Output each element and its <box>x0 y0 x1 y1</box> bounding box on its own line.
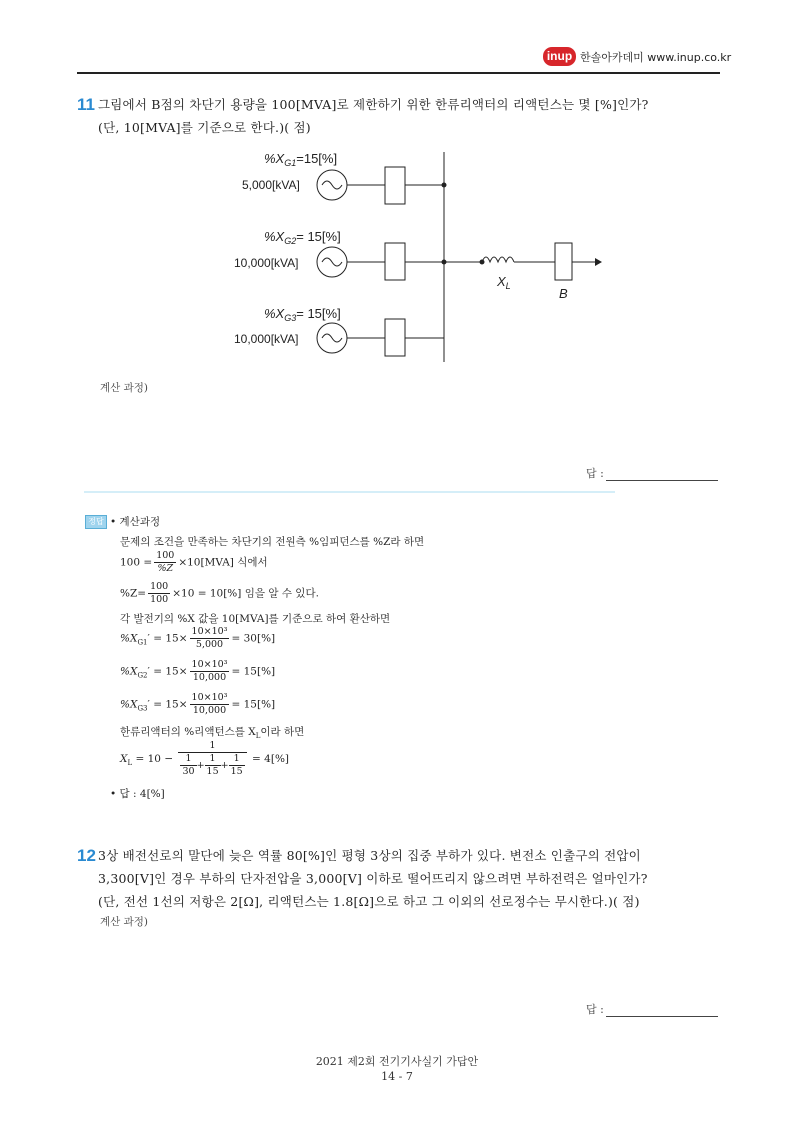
reactor-icon <box>482 257 514 262</box>
reactor-label: $X_L$ <box>497 274 511 291</box>
solution-line4: 각 발전기의 %X 값을 10[MVA]를 기준으로 하여 환산하면 <box>120 613 391 625</box>
q11-calc-label: 계산 과정) <box>100 382 149 394</box>
question-12-line1: 3상 배전선로의 말단에 늦은 역률 80[%]인 평형 3상의 집중 부하가 있다. 변전소 인출구의 전압이 <box>98 848 641 863</box>
separator <box>84 491 615 493</box>
gen1-x-label: $\%X_{G1}=15[\%]$ <box>264 151 338 168</box>
formula-100: 100 = $\frac{100}{\%Z}$ ×10[MVA] 식에서 <box>120 550 268 574</box>
gen2-kva-label: 10,000[kVA] <box>234 256 299 270</box>
point-b-label: B <box>559 286 568 301</box>
question-11-number: 11 <box>77 95 95 114</box>
arrow-icon <box>595 258 602 266</box>
inup-logo: inup <box>543 47 576 66</box>
question-11-line1: 그림에서 B점의 차단기 용량을 100[MVA]로 제한하기 위한 한류리액터의 리액턴스는 몇 [%]인가? <box>98 97 649 112</box>
q11-answer-field[interactable]: 답 : <box>586 465 718 481</box>
solution-line5: 한류리액터의 %리액턴스를 $X_L$이라 하면 <box>120 726 305 741</box>
page-number: 14 - 7 <box>381 1070 413 1083</box>
gen3-kva-label: 10,000[kVA] <box>234 332 299 346</box>
circuit-diagram <box>220 140 620 370</box>
question-11-line2: (단, 10[MVA]를 기준으로 한다.)( 점) <box>98 120 311 135</box>
breaker-3-icon <box>385 319 405 356</box>
generator-1-icon <box>317 170 347 200</box>
footer-title: 2021 제2회 전기기사실기 가답안 <box>315 1055 479 1068</box>
gen1-kva-label: 5,000[kVA] <box>242 178 300 192</box>
formula-g3: $\%X_{G3}' = 15\times$ $\frac{\text{10×10³}}{10,000}$ = 15[%] <box>120 692 276 716</box>
formula-z: %Z= $\frac{100}{100}$ ×10 = 10[%] 임을 알 수 있다. <box>120 581 319 605</box>
question-12-line3: (단, 전선 1선의 저항은 2[Ω], 리액턴스는 1.8[Ω]으로 하고 그 이외의 선로정수는 무시한다.)( 점) <box>98 894 640 909</box>
formula-xl: $X_L = 10$ − 1 $\frac{1}{30}$ + $\frac{1}{15}$ + $\frac{1}{15}$ = 4[%] <box>120 740 290 777</box>
generator-3-icon <box>317 323 347 353</box>
q12-answer-field[interactable]: 답 : <box>586 1001 718 1017</box>
breaker-1-icon <box>385 167 405 204</box>
generator-2-icon <box>317 247 347 277</box>
breaker-b-icon <box>555 243 572 280</box>
formula-g2: $\%X_{G2}' = 15\times$ $\frac{\text{10×10³}}{10,000}$ = 15[%] <box>120 659 276 683</box>
solution-badge: 정답 <box>85 515 107 529</box>
solution-line1: 문제의 조건을 만족하는 차단기의 전원측 %임피던스를 %Z라 하면 <box>120 536 425 548</box>
solution-answer: • 답 : 4[%] <box>110 788 165 800</box>
question-12-line2: 3,300[V]인 경우 부하의 단자전압을 3,000[V] 이하로 떨어뜨리지 않으려면 부하전력은 얼마인가? <box>98 871 648 886</box>
q12-calc-label: 계산 과정) <box>100 916 149 928</box>
brand-text: 한솔아카데미 www.inup.co.kr <box>580 51 732 64</box>
solution-heading: • 계산과정 <box>110 516 161 528</box>
question-12-number: 12 <box>77 846 96 865</box>
header-rule <box>77 72 720 74</box>
formula-g1: $\%X_{G1}' = 15\times$ $\frac{\text{10×10³}}{5,000}$ = 30[%] <box>120 626 276 650</box>
breaker-2-icon <box>385 243 405 280</box>
gen3-x-label: $\%X_{G3}= 15[\%]$ <box>264 306 341 323</box>
gen2-x-label: $\%X_{G2}= 15[\%]$ <box>264 229 341 246</box>
